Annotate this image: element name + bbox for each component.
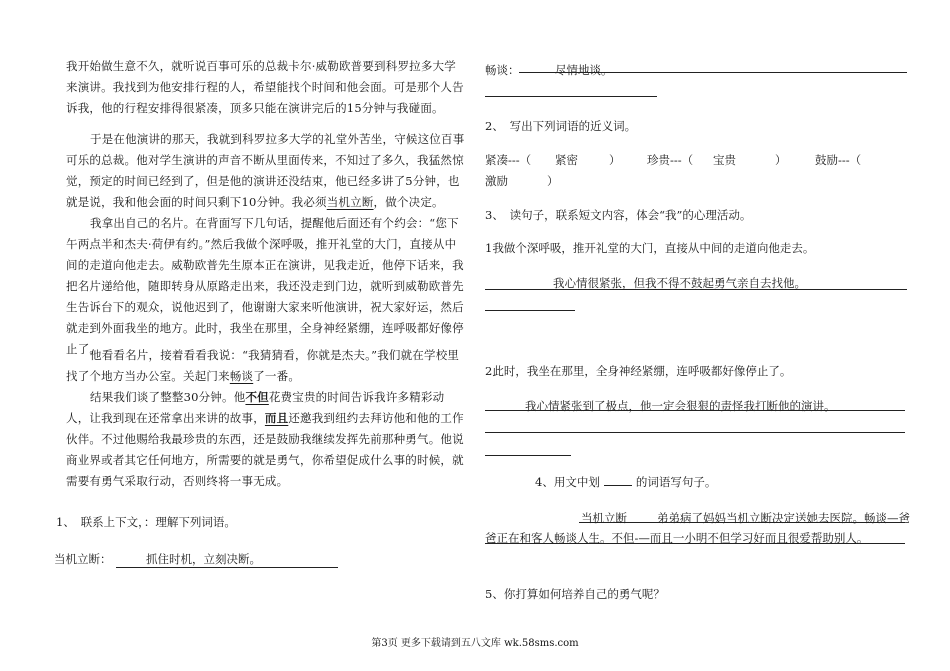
q4-answer-line-1: 弟弟病了妈妈当机立断决定送她去医院。畅谈—爸 — [657, 511, 910, 525]
synonym-2-answer: 宝贵 — [713, 153, 736, 167]
answer-line — [519, 72, 907, 73]
answer-line — [485, 289, 907, 290]
blank-underline — [604, 485, 632, 486]
q4-answer-line-2: 爸正在和客人畅谈人生。不但-—而且一小明不但学习好而且很爱帮助别人。 — [485, 531, 869, 545]
close-paren: ） — [609, 153, 621, 167]
sentence-1-answer: 我心情很紧张，但我不得不鼓起勇气亲自去找他。 — [553, 276, 806, 290]
answer-line — [485, 543, 905, 544]
close-paren: ） — [547, 174, 559, 188]
answer-line — [579, 522, 905, 523]
q1-answer: 抓住时机，立刻决断。 — [146, 552, 261, 566]
answer-line — [485, 432, 905, 433]
paragraph-3: 我拿出自己的名片。在背面写下几句话，提醒他后面还有个约会：“您下午两点半和杰夫·荷伊有约。”然后我做个深呼吸，推开礼堂的大门，直接从中间的走道向他走去。威勒欧普先生原本正在演讲，见我走近，他停下话来，我把名片递给他，随即转身从原路走出来，我还没走到门边，就听到威勒欧普先生告诉台下的观众，说他迟到了，他谢谢大家来听他演讲，祝大家好运，然后就走到外面我坐的地方。此时，我坐在那里，全身神经紧绷，连呼吸都好像停止了。 — [66, 216, 464, 356]
q1-term-2-answer: 尽情地谈。 — [555, 63, 613, 77]
paragraph-2: 于是在他演讲的那天，我就到科罗拉多大学的礼堂外苦坐，守候这位百事可乐的总裁。他对学生演讲的声音不断从里面传来，不知过了多久，我猛然惊觉，预定的时间已经到了，但是他的演讲还没结束，他已经多讲了5分钟，也就是说，我和他会面的时间只剩下10分钟。我必须当机立断，做个决定。 — [66, 132, 465, 209]
paragraph-4: 他看看名片，接着看看我说：“我猜猜看，你就是杰夫。”我们就在学校里找了个地方当办公室。关起门来畅谈了一番。 — [66, 348, 460, 383]
paragraph-1: 我开始做生意不久，就听说百事可乐的总裁卡尔·威勒欧普要到科罗拉多大学来演讲。我找到为他安排行程的人，希望能找个时间和他会面。可是那个人告诉我，他的行程安排得很紧凑，顶多只能在演讲完后的15分钟与我碰面。 — [66, 59, 464, 115]
answer-line — [485, 310, 575, 311]
synonym-1-word: 紧凑---（ — [485, 153, 532, 167]
sentence-1: 1我做个深呼吸，推开礼堂的大门，直接从中间的走道向他走去。 — [485, 241, 815, 255]
question-3: 3、 读句子，联系短文内容，体会“我”的心理活动。 — [485, 208, 752, 222]
synonym-3-answer: 激励 — [485, 174, 508, 188]
answer-line — [485, 96, 657, 97]
answer-line — [116, 567, 338, 568]
q1-term-2: 畅谈： — [485, 63, 520, 77]
sentence-2: 2此时，我坐在那里，全身神经紧绷，连呼吸都好像停止了。 — [485, 364, 792, 378]
question-2: 2、 写出下列词语的近义词。 — [485, 119, 637, 133]
question-5: 5、你打算如何培养自己的勇气呢？ — [485, 587, 665, 601]
q4-answer-term: 当机立断 — [581, 511, 627, 525]
question-1: 1、 联系上下文，：理解下列词语。 — [56, 515, 236, 529]
answer-line — [485, 455, 571, 456]
underlined-term-dangji: 当机立断 — [326, 195, 374, 209]
underlined-term-erqie: 而且 — [264, 411, 289, 425]
question-4: 4、用文中划 的词语写句子。 — [535, 475, 717, 489]
underlined-term-budan: 不但 — [245, 390, 269, 404]
page-footer: 第3页 更多下载请到五八文库 wk.58sms.com — [371, 638, 579, 649]
answer-line — [485, 410, 905, 411]
synonym-2-word: 珍贵---（ — [647, 153, 694, 167]
sentence-2-answer: 我心情紧张到了极点，他一定会狠狠的责怪我打断他的演讲。 — [525, 399, 836, 413]
close-paren: ） — [775, 153, 787, 167]
synonym-3-word: 鼓励---（ — [815, 153, 862, 167]
q1-term: 当机立断： — [54, 552, 112, 566]
synonym-1-answer: 紧密 — [555, 153, 578, 167]
paragraph-5: 结果我们谈了整整30分钟。他不但花费宝贵的时间告诉我许多精彩动人，让我到现在还常拿出来讲的故事，而且还邀我到纽约去拜访他和他的工作伙伴。不过他赐给我最珍贵的东西，还是鼓励我继续发挥先前那种勇气。他说商业界或者其它任何地方，所需要的就是勇气，你希望促成什么事的时候，就需要有勇气采取行动，否则终将一事无成。 — [66, 390, 464, 488]
underlined-term-changtan: 畅谈 — [229, 369, 254, 383]
